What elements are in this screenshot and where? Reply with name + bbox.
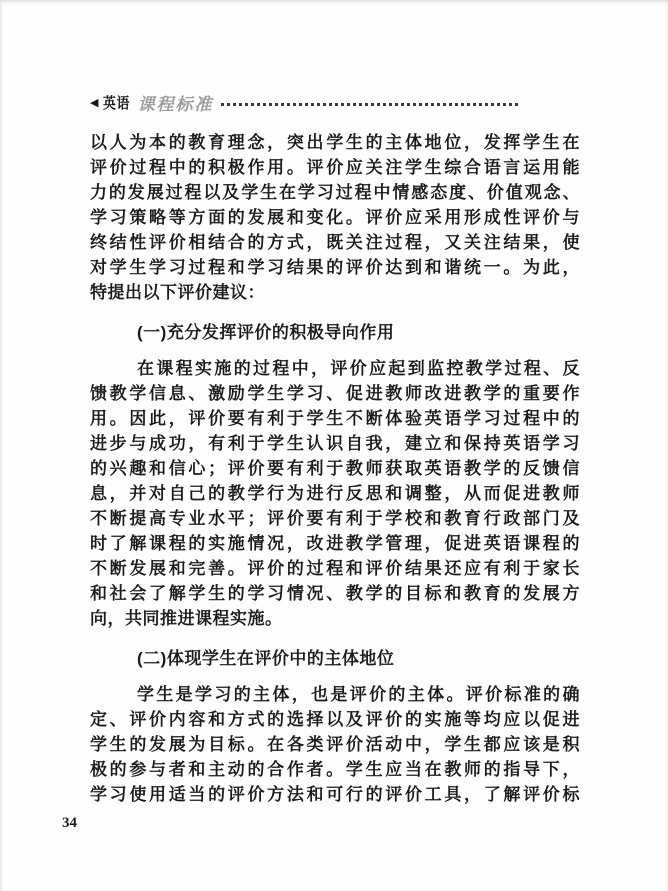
header-series-title: 课程标准: [137, 95, 214, 114]
text-line: 评价过程中的积极作用。评价应关注学生综合语言运用能: [90, 158, 580, 177]
section-heading: (一)充分发挥评价的积极导向作用: [137, 323, 395, 342]
text-line: 特提出以下评价建议：: [90, 283, 265, 302]
section-heading: (二)体现学生在评价中的主体地位: [137, 649, 395, 668]
text-line: 学习使用适当的评价方法和可行的评价工具，了解评价标: [90, 785, 580, 804]
text-line: 学生是学习的主体，也是评价的主体。评价标准的确: [137, 685, 580, 704]
text-line: 不断提高专业水平；评价要有利于学校和教育行政部门及: [90, 509, 580, 528]
text-line: 对学生学习过程和学习结果的评价达到和谐统一。为此，: [90, 258, 580, 277]
text-line: 和社会了解学生的学习情况、教学的目标和教育的发展方: [90, 584, 580, 603]
text-line: 向，共同推进课程实施。: [90, 609, 283, 628]
text-line: 以人为本的教育理念，突出学生的主体地位，发挥学生在: [90, 133, 580, 152]
text-line: 学习策略等方面的发展和变化。评价应采用形成性评价与: [90, 208, 580, 227]
text-line: 息，并对自己的教学行为进行反思和调整，从而促进教师: [90, 484, 580, 503]
text-line: 学生的发展为目标。在各类评价活动中，学生都应该是积: [90, 735, 580, 754]
paragraph: [90, 356, 580, 631]
text-line: 馈教学信息、激励学生学习、促进教师改进教学的重要作: [90, 384, 580, 403]
text-line: 力的发展过程以及学生在学习过程中情感态度、价值观念、: [90, 183, 580, 202]
text-line: 定、评价内容和方式的选择以及评价的实施等均应以促进: [90, 710, 580, 729]
text-line: 在课程实施的过程中，评价应起到监控教学过程、反: [137, 359, 580, 378]
text-line: 终结性评价相结合的方式，既关注过程，又关注结果，使: [90, 233, 580, 252]
paragraph: [90, 130, 580, 305]
arrow-left-icon: ◀: [90, 96, 99, 109]
text-line: 不断发展和完善。评价的过程和评价结果还应有利于家长: [90, 559, 580, 578]
header-subject-label: 英语: [103, 95, 131, 112]
paragraph: [90, 682, 580, 807]
page-body: [90, 130, 580, 807]
running-header: [90, 90, 518, 115]
header-dotted-rule: [221, 103, 518, 106]
text-line: 进步与成功，有利于学生认识自我，建立和保持英语学习: [90, 434, 580, 453]
text-line: 用。因此，评价要有利于学生不断体验英语学习过程中的: [90, 409, 580, 428]
page-number: 34: [62, 815, 77, 831]
text-line: 的兴趣和信心；评价要有利于教师获取英语教学的反馈信: [90, 459, 580, 478]
text-line: 时了解课程的实施情况，改进教学管理，促进英语课程的: [90, 534, 580, 553]
text-line: 极的参与者和主动的合作者。学生应当在教师的指导下，: [90, 760, 580, 779]
